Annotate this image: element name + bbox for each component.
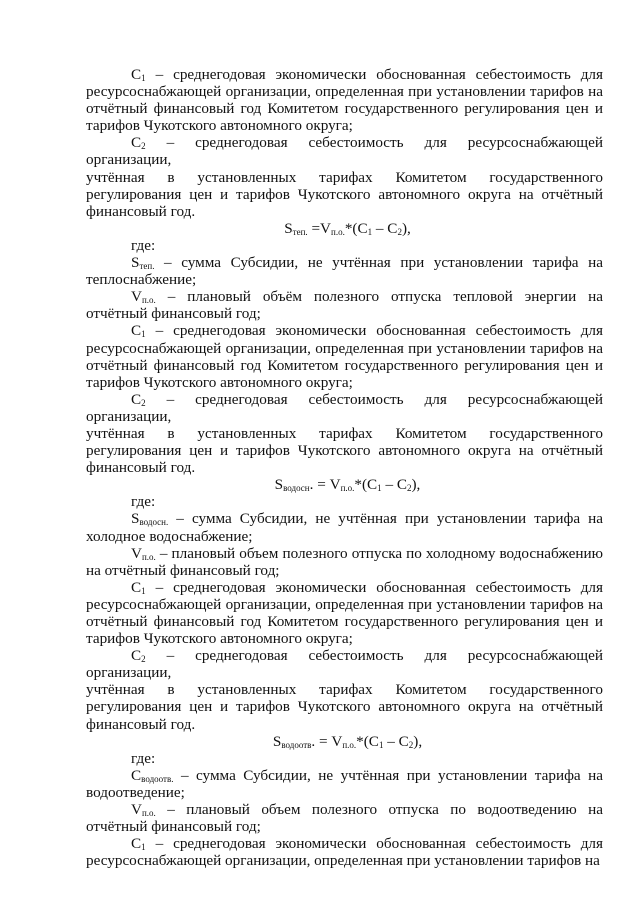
definition-c2-rest: регулирования цен и тарифов Чукотского автономного округа на отчётный финансовый год. [86,442,603,477]
definition-c2-rest: регулирования цен и тарифов Чукотского автономного округа на отчётный финансовый год. [86,185,603,220]
definition-c2: $C_2$ – среднегодовая себестоимость для ресурсоснабжающей организации, [86,134,603,169]
definition-c2: $C_2$ – среднегодовая себестоимость для ресурсоснабжающей организации, [86,647,603,682]
definition-c2-rest: регулирования цен и тарифов Чукотского автономного округа на отчётный финансовый год. [86,698,603,733]
where-label: где: [131,236,156,254]
where-label: где: [131,749,156,767]
definition-c1: $C_1$ – среднегодовая экономически обоснованная себестоимость для ресурсоснабжающей организации, определенная при установлении тарифов на отчётный финансовый год Комитетом государственного регулирования цен и тарифов Чукотского автономного округа; [86,66,603,135]
definition-v-cold-water: $V_{п.о.}$ – плановый объем полезного отпуска по холодному водоснабжению на отчётный финансовый год; [86,544,603,579]
definition-c1: $C_1$ – среднегодовая экономически обоснованная себестоимость для ресурсоснабжающей организации, определенная при установлении тарифов на [86,835,603,870]
where-label: где: [131,493,156,511]
formula-heating: $S_{теп.} =V_{п.о.}*(C_1 - C_2)$, [284,219,411,237]
formula-cold-water: $S_{водосн}$. = $V_{п.о.}*(C_1 - C_2)$, [274,476,421,494]
document-page [86,66,603,869]
definition-c2-spread-line: учтённая в установленных тарифах Комитетом государственного [86,681,603,699]
definition-s-wastewater: $C_{водоотв.}$ – сумма Субсидии, не учтённая при установлении тарифа на водоотведение; [86,766,603,801]
definition-s-cold-water: $S_{водосн.}$ – сумма Субсидии, не учтённая при установлении тарифа на холодное водоснабжение; [86,510,603,545]
definition-s-heating: $S_{теп.}$ – сумма Субсидии, не учтённая при установлении тарифа на теплоснабжение; [86,254,603,289]
definition-c2: $C_2$ – среднегодовая себестоимость для ресурсоснабжающей организации, [86,390,603,425]
definition-c2-spread-line: учтённая в установленных тарифах Комитетом государственного [86,424,603,442]
definition-v-wastewater: $V_{п.о.}$ – плановый объем полезного отпуска по водоотведению на отчётный финансовый год; [86,801,603,836]
definition-c2-spread-line: учтённая в установленных тарифах Комитетом государственного [86,168,603,186]
definition-c1: $C_1$ – среднегодовая экономически обоснованная себестоимость для ресурсоснабжающей организации, определенная при установлении тарифов на отчётный финансовый год Комитетом государственного регулирования цен и тарифов Чукотского автономного округа; [86,322,603,391]
definition-v-heating: $V_{п.о.}$ – плановый объём полезного отпуска тепловой энергии на отчётный финансовый год; [86,288,603,323]
formula-wastewater: $S_{водоотв}$. = $V_{п.о.}*(C_1 - C_2)$, [272,732,423,750]
definition-c1: $C_1$ – среднегодовая экономически обоснованная себестоимость для ресурсоснабжающей организации, определенная при установлении тарифов на отчётный финансовый год Комитетом государственного регулирования цен и тарифов Чукотского автономного округа; [86,578,603,648]
